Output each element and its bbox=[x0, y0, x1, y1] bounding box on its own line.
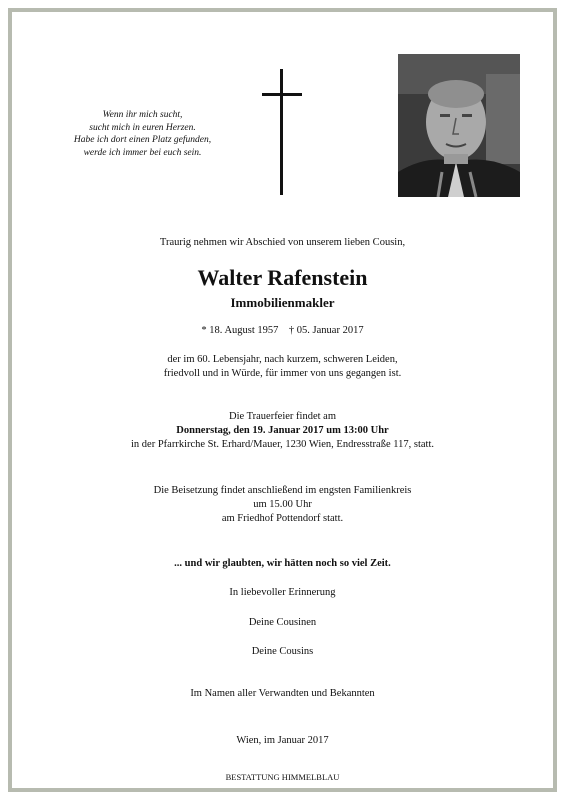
portrait-image bbox=[398, 54, 520, 197]
deceased-name: Walter Rafenstein bbox=[197, 265, 368, 290]
relatives-text: Im Namen aller Verwandten und Bekannten bbox=[190, 688, 375, 699]
deceased-profession: Immobilienmakler bbox=[230, 295, 335, 310]
burial-place: am Friedhof Pottendorf statt. bbox=[221, 513, 344, 524]
life-dates: * 18. August 1957 † 05. Januar 2017 bbox=[201, 325, 364, 336]
death-text-line: der im 60. Lebensjahr, nach kurzem, schweren Leiden, bbox=[167, 354, 398, 365]
quote-text: ... und wir glaubten, wir hätten noch so viel Zeit. bbox=[174, 558, 391, 569]
poem-line: Wenn ihr mich sucht, bbox=[102, 110, 183, 120]
funeral-home: BESTATTUNG HIMMELBLAU bbox=[225, 772, 340, 782]
mourner-cousins-f: Deine Cousinen bbox=[248, 617, 317, 628]
cross-vertical-bar bbox=[280, 69, 283, 195]
ceremony-intro: Die Trauerfeier findet am bbox=[228, 411, 336, 422]
memory-text: In liebevoller Erinnerung bbox=[229, 587, 336, 598]
mourner-cousins-m: Deine Cousins bbox=[251, 646, 314, 657]
burial-info bbox=[0, 484, 565, 526]
poem-line: werde ich immer bei euch sein. bbox=[83, 147, 202, 158]
place-date: Wien, im Januar 2017 bbox=[236, 735, 329, 746]
ceremony-date: Donnerstag, den 19. Januar 2017 um 13:00 Uhr bbox=[176, 425, 389, 436]
burial-line: Die Beisetzung findet anschließend im engsten Familienkreis bbox=[153, 485, 412, 496]
ceremony-location: in der Pfarrkirche St. Erhard/Mauer, 1230 Wien, Endresstraße 117, statt. bbox=[131, 439, 434, 450]
intro-text: Traurig nehmen wir Abschied von unserem lieben Cousin, bbox=[159, 237, 406, 248]
death-text bbox=[0, 353, 565, 381]
poem bbox=[40, 109, 245, 159]
poem-line: sucht mich in euren Herzen. bbox=[89, 122, 196, 133]
cross-horizontal-bar bbox=[262, 93, 302, 96]
ceremony-info bbox=[0, 410, 565, 452]
burial-time: um 15.00 Uhr bbox=[253, 499, 312, 510]
portrait-photo bbox=[398, 54, 520, 197]
poem-line: Habe ich dort einen Platz gefunden, bbox=[73, 135, 212, 145]
death-text-line: friedvoll und in Würde, für immer von uns gegangen ist. bbox=[163, 368, 402, 379]
